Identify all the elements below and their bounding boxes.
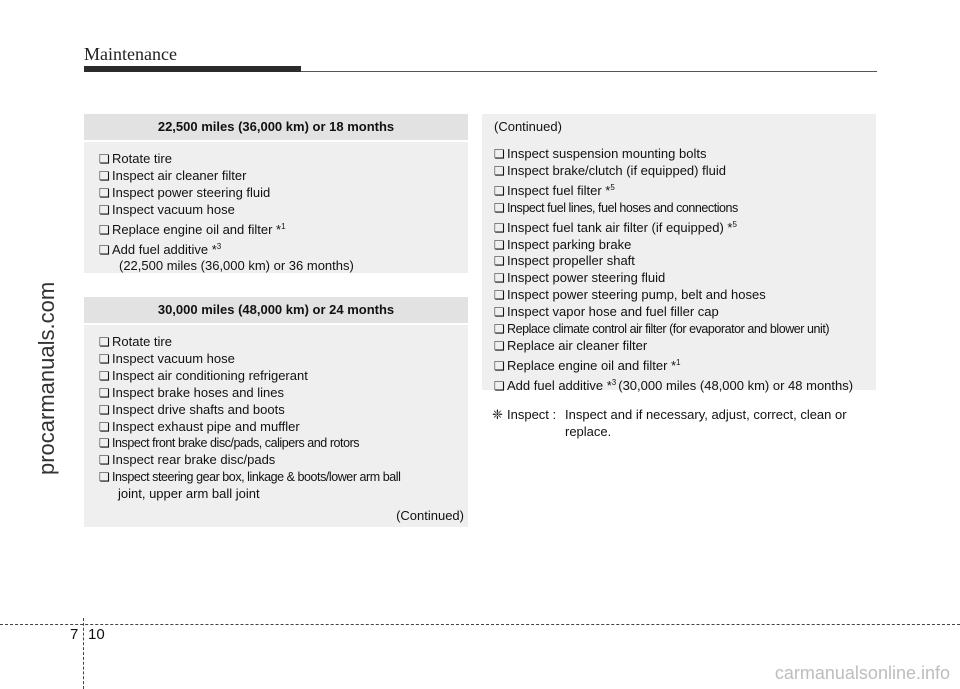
checklist-item-text: Replace climate control air filter (for evaporator and blower unit): [507, 322, 830, 337]
footnote-marker: 1: [281, 221, 286, 231]
checklist-item: [494, 217, 853, 237]
checklist-item-text: Inspect fuel filter *: [507, 182, 611, 198]
checklist-item-text: Replace engine oil and filter *: [112, 221, 282, 237]
header-rule-thick: [84, 66, 301, 72]
checklist-item: [494, 304, 853, 321]
checklist: [84, 325, 468, 486]
checkbox-icon: ❏: [99, 385, 110, 400]
checklist-item: [99, 452, 468, 469]
checklist-item: [494, 355, 853, 375]
checklist-item-text: Inspect suspension mounting bolts: [507, 146, 707, 161]
checklist-item: [494, 180, 853, 200]
inspect-definition-cont: replace.: [565, 424, 612, 439]
checkbox-icon: ❏: [494, 322, 505, 337]
checklist-item: [494, 321, 853, 338]
checklist-item-text: Inspect brake hoses and lines: [112, 384, 284, 400]
footnote-marker: 3: [611, 377, 617, 387]
checklist-item-text: Inspect vacuum hose: [112, 201, 235, 217]
checklist-item: [99, 385, 468, 402]
checklist-item-text: Inspect vapor hose and fuel filler cap: [507, 304, 719, 320]
chapter-number: 7: [70, 626, 79, 643]
checklist-item: [99, 419, 468, 436]
checkbox-icon: ❏: [494, 220, 505, 235]
page-number: 10: [88, 626, 105, 643]
checklist-item: [99, 469, 468, 486]
watermark-bottom: carmanualsonline.info: [774, 663, 950, 683]
checkbox-icon: ❏: [494, 271, 505, 286]
checkbox-icon: ❏: [494, 200, 505, 215]
checklist-item: [494, 287, 853, 304]
checklist-item: [99, 168, 468, 185]
checklist: [84, 142, 468, 258]
checklist-item-text: Inspect drive shafts and boots: [112, 401, 285, 417]
checklist-item-text: Add fuel additive *: [507, 377, 612, 393]
inspect-label: Inspect :: [507, 407, 557, 422]
checklist-item-text: Inspect brake/clutch (if equipped) fluid: [507, 162, 726, 178]
checklist-item-text: Inspect steering gear box, linkage & boots/lower arm ball: [112, 470, 401, 485]
header-rule-thin: [301, 71, 877, 72]
checkbox-icon: ❏: [99, 436, 110, 451]
inspect-note: [492, 406, 876, 440]
checkbox-icon: ❏: [494, 288, 505, 303]
checkbox-icon: ❏: [494, 254, 505, 269]
schedule-heading: 22,500 miles (36,000 km) or 18 months: [84, 114, 468, 142]
checklist-item-text: Inspect air conditioning refrigerant: [112, 367, 308, 383]
checkbox-icon: ❏: [99, 202, 110, 217]
footnote-marker: 5: [610, 182, 615, 192]
checklist-item: [494, 237, 853, 254]
checkbox-icon: ❏: [99, 470, 110, 485]
checklist-item: [494, 270, 853, 287]
checkbox-icon: ❏: [99, 453, 110, 468]
checklist-item-text: Replace air cleaner filter: [507, 337, 648, 353]
checkbox-icon: ❏: [99, 168, 110, 183]
schedule-box-continued: [482, 114, 876, 393]
checklist-item: [99, 219, 468, 239]
continued-label: (Continued): [396, 508, 464, 523]
footer-divider: [0, 624, 960, 625]
schedule-heading: 30,000 miles (48,000 km) or 24 months: [84, 297, 468, 325]
checklist-item-text: Add fuel additive *: [112, 241, 217, 257]
footnote-marker: 3: [216, 241, 222, 251]
checklist-item: [99, 239, 468, 259]
checklist-item: [99, 185, 468, 202]
checkbox-icon: ❏: [494, 163, 505, 178]
checkbox-icon: ❏: [494, 237, 505, 252]
note-symbol-icon: ❈: [492, 407, 503, 422]
checkbox-icon: ❏: [99, 419, 110, 434]
checkbox-icon: ❏: [99, 368, 110, 383]
checklist-item: [99, 351, 468, 368]
checkbox-icon: ❏: [99, 222, 110, 237]
checkbox-icon: ❏: [494, 378, 505, 393]
checklist-item: [494, 146, 853, 163]
checklist-item: [494, 375, 853, 395]
checkbox-icon: ❏: [99, 185, 110, 200]
checkbox-icon: ❏: [494, 147, 505, 161]
checklist-item: [494, 338, 853, 355]
footer-vertical-divider: [83, 618, 84, 689]
checkbox-icon: ❏: [99, 351, 110, 366]
continued-label: (Continued): [494, 119, 562, 134]
checklist-item-text: Inspect power steering pump, belt and hoses: [507, 287, 766, 303]
checklist-item-text: Rotate tire: [112, 334, 172, 349]
schedule-box-30000: [84, 297, 468, 527]
checklist-item-text: Inspect parking brake: [507, 236, 632, 252]
checklist-item: [494, 163, 853, 180]
schedule-box-22500: [84, 114, 468, 273]
item-continuation: joint, upper arm ball joint: [118, 486, 260, 502]
checklist-item-text: Inspect vacuum hose: [112, 350, 235, 366]
checkbox-icon: ❏: [99, 242, 110, 257]
footnote-marker: 1: [676, 357, 681, 367]
additive-interval: (22,500 miles (36,000 km) or 36 months): [119, 258, 354, 274]
checkbox-icon: ❏: [494, 338, 505, 353]
checklist-item-text: Inspect fuel tank air filter (if equipped) *: [507, 219, 733, 235]
checklist: [494, 146, 853, 395]
checklist-item: [99, 202, 468, 219]
checklist-item-text: Inspect exhaust pipe and muffler: [112, 418, 300, 434]
checklist-item-text: Inspect propeller shaft: [507, 253, 635, 269]
checkbox-icon: ❏: [99, 152, 110, 166]
checklist-item-text: Inspect air cleaner filter: [112, 167, 247, 183]
checklist-item: [99, 334, 468, 351]
checklist-item-text: Replace engine oil and filter *: [507, 357, 677, 373]
checklist-item-text: Inspect fuel lines, fuel hoses and connections: [507, 200, 738, 215]
checkbox-icon: ❏: [99, 335, 110, 349]
checklist-item: [494, 200, 853, 217]
checkbox-icon: ❏: [99, 402, 110, 417]
checklist-item: [99, 435, 468, 452]
checklist-item-text: Rotate tire: [112, 151, 172, 166]
checklist-item-text: Inspect power steering fluid: [507, 270, 666, 286]
footnote-marker: 5: [732, 219, 737, 229]
checkbox-icon: ❏: [494, 305, 505, 320]
section-title: Maintenance: [84, 44, 177, 64]
inspect-definition: Inspect and if necessary, adjust, correct, clean or: [565, 407, 847, 422]
checklist-item: [494, 253, 853, 270]
checklist-item: [99, 402, 468, 419]
checklist-item: [99, 151, 468, 168]
checkbox-icon: ❏: [494, 358, 505, 373]
watermark-left: procarmanuals.com: [34, 281, 59, 475]
checklist-item-text: Inspect front brake disc/pads, calipers and rotors: [112, 436, 360, 451]
checklist-item: [99, 368, 468, 385]
checklist-item-interval: (30,000 miles (48,000 km) or 48 months): [618, 377, 854, 393]
checklist-item-text: Inspect power steering fluid: [112, 184, 271, 200]
checkbox-icon: ❏: [494, 183, 505, 198]
checklist-item-text: Inspect rear brake disc/pads: [112, 452, 276, 468]
